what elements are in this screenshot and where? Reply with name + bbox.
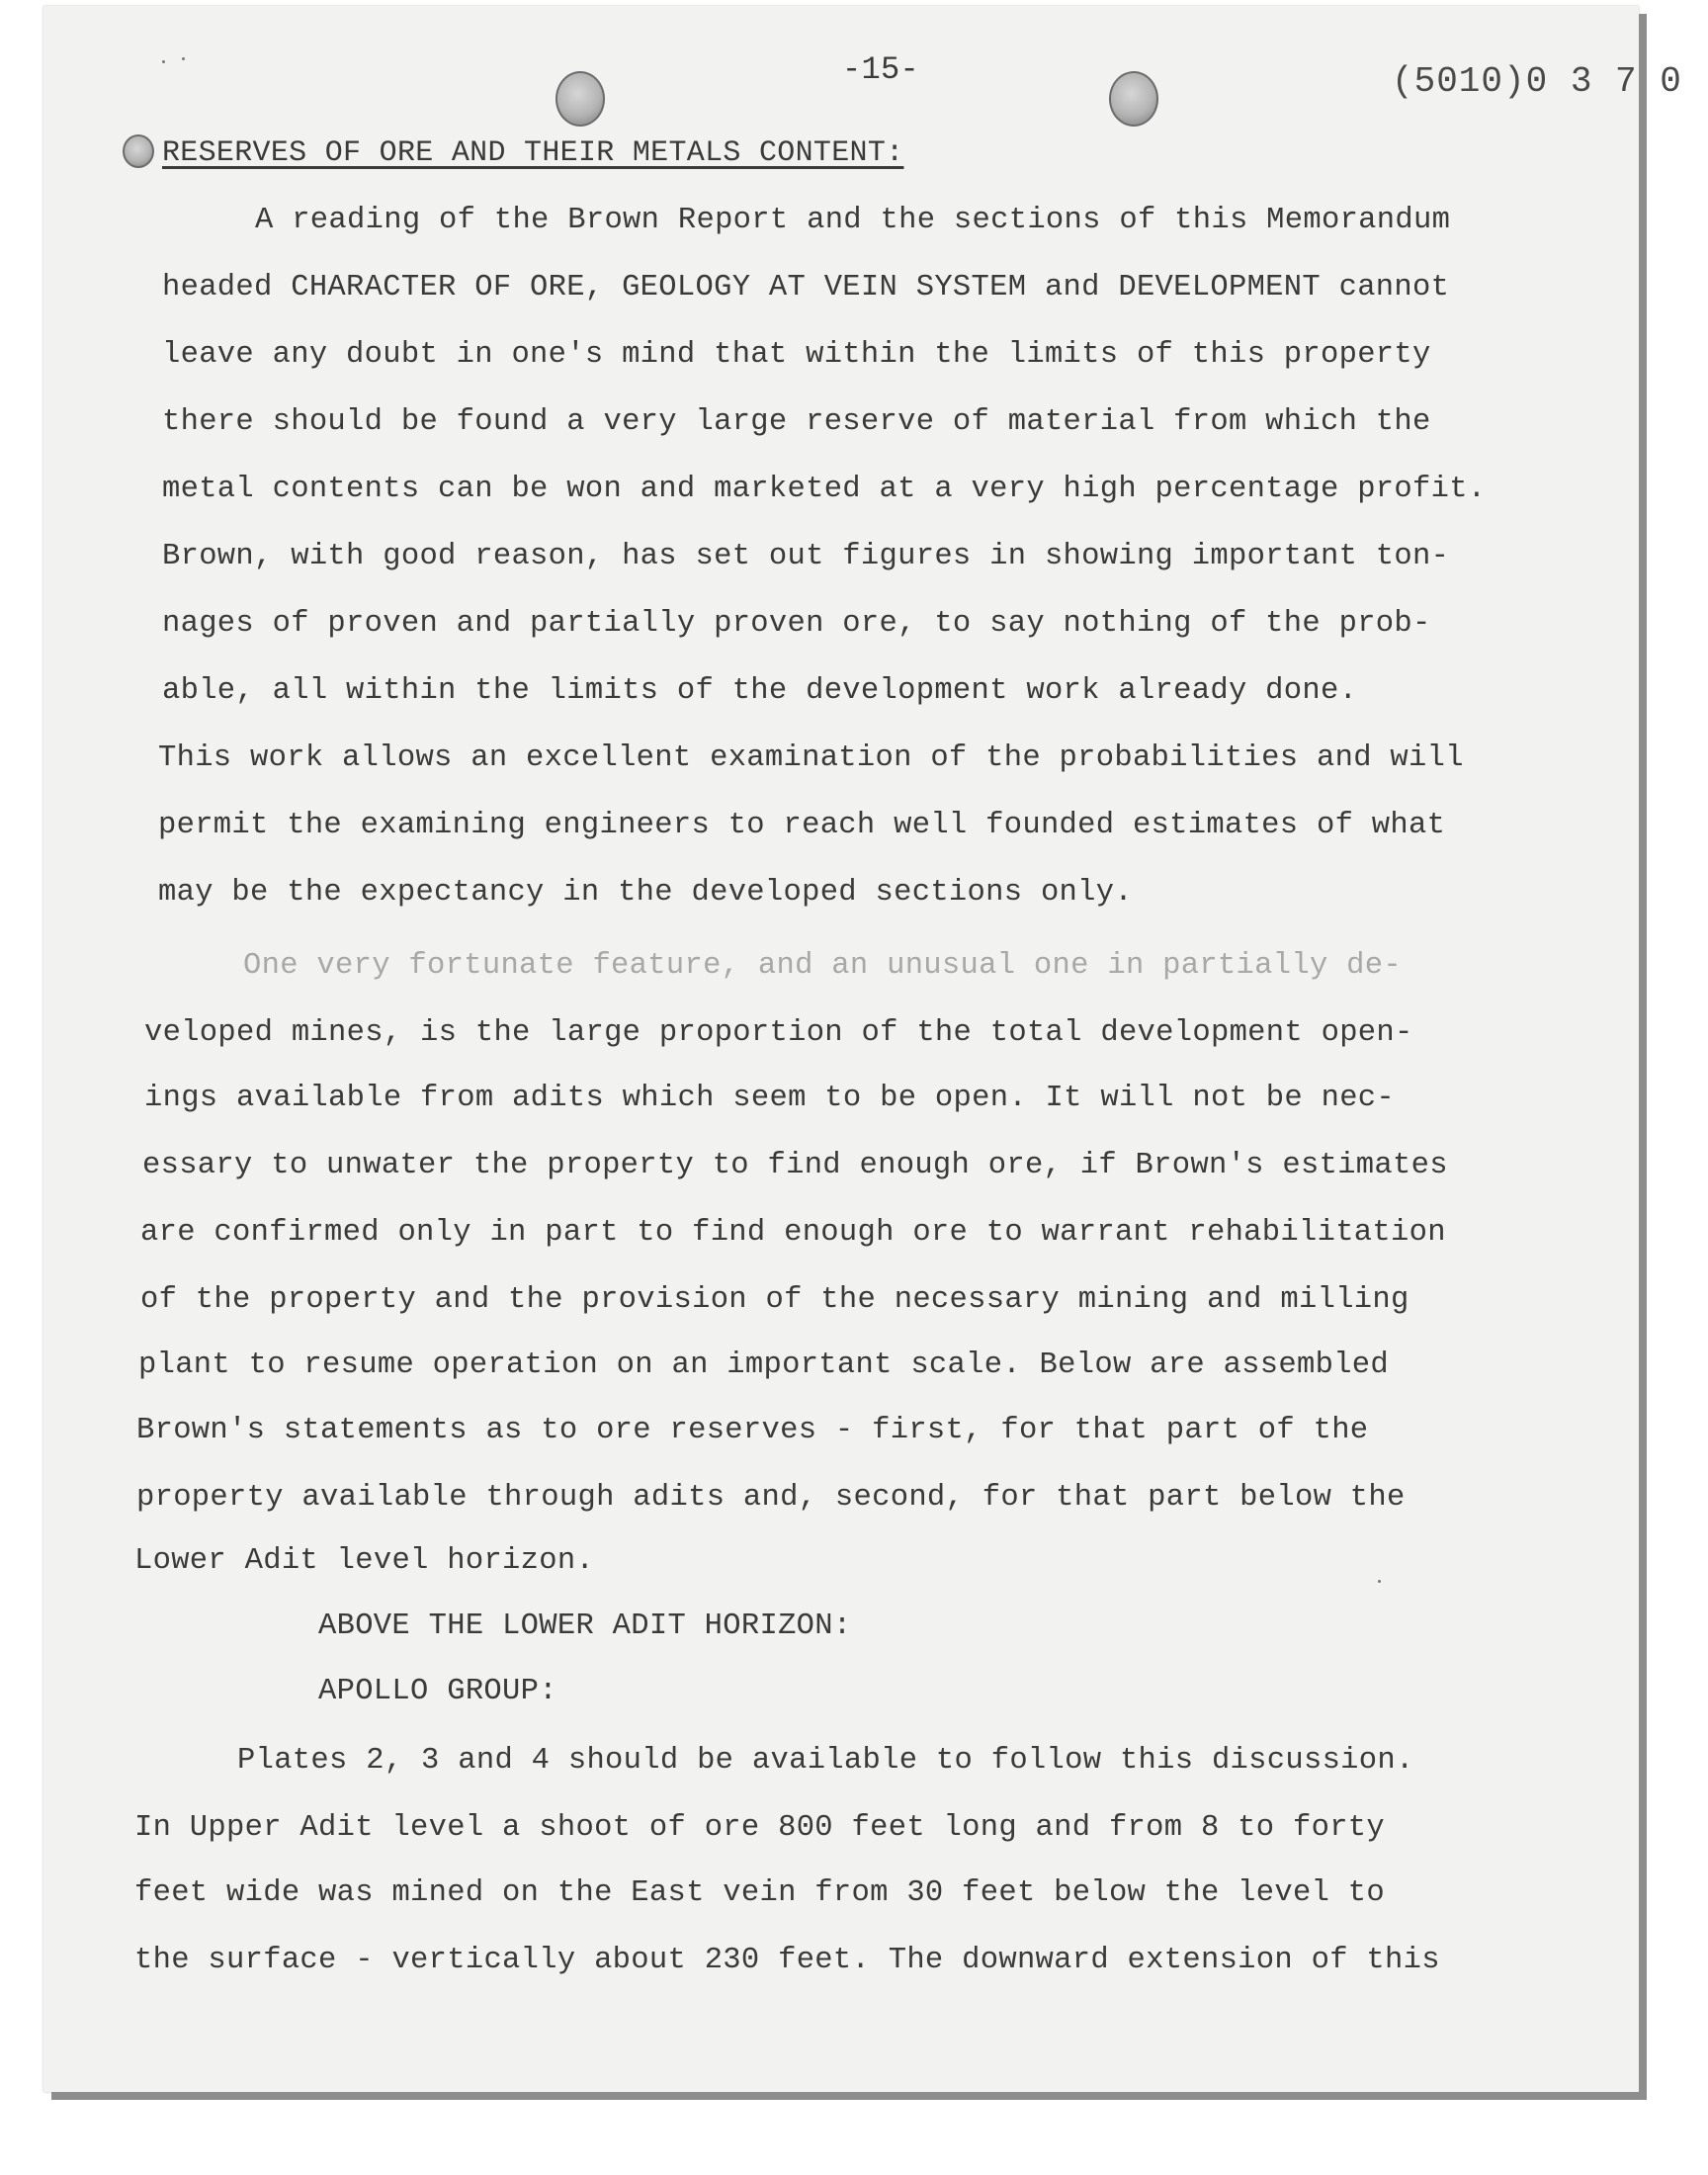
paragraph-1-line: Brown, with good reason, has set out figures in showing important ton- xyxy=(162,540,1450,573)
subheading-above-lower-adit: ABOVE THE LOWER ADIT HORIZON: xyxy=(318,1610,852,1643)
page-number: -15- xyxy=(842,51,920,88)
paragraph-1-line: there should be found a very large reserve of material from which the xyxy=(162,405,1431,439)
paragraph-1-line: metal contents can be won and marketed at a very high percentage profit. xyxy=(162,473,1487,506)
paragraph-3-line: feet wide was mined on the East vein from 30 feet below the level to xyxy=(134,1876,1386,1910)
paragraph-1-line: able, all within the limits of the development work already done. xyxy=(162,674,1358,708)
paragraph-2-line: plant to resume operation on an important scale. Below are assembled xyxy=(138,1348,1390,1382)
paragraph-1-line: may be the expectancy in the developed sections only. xyxy=(158,876,1133,910)
paragraph-1-line: leave any doubt in one's mind that within the limits of this property xyxy=(162,338,1431,372)
section-heading: RESERVES OF ORE AND THEIR METALS CONTENT: xyxy=(162,136,904,170)
paragraph-2-line: ings available from adits which seem to be open. It will not be nec- xyxy=(144,1082,1396,1115)
speck xyxy=(1378,1580,1381,1583)
speck xyxy=(182,57,185,60)
speck xyxy=(162,60,165,63)
punch-hole-left xyxy=(555,71,605,127)
paragraph-1-line: nages of proven and partially proven ore, to say nothing of the prob- xyxy=(162,607,1431,641)
paragraph-3-line: the surface - vertically about 230 feet. The downward extension of this xyxy=(134,1944,1440,1977)
paragraph-3-line: Plates 2, 3 and 4 should be available to follow this discussion. xyxy=(237,1744,1414,1778)
paragraph-2-line: One very fortunate feature, and an unusual one in partially de- xyxy=(243,949,1402,983)
paragraph-2-line: are confirmed only in part to find enough ore to warrant rehabilitation xyxy=(140,1216,1446,1250)
paragraph-2-line: Brown's statements as to ore reserves - first, for that part of the xyxy=(136,1414,1369,1447)
paragraph-2-line: veloped mines, is the large proportion of the total development open- xyxy=(144,1016,1413,1050)
paragraph-3-line: In Upper Adit level a shoot of ore 800 feet long and from 8 to forty xyxy=(134,1811,1386,1845)
paragraph-2-line: property available through adits and, second, for that part below the xyxy=(136,1481,1406,1515)
punch-hole-margin xyxy=(123,134,154,168)
paragraph-2-line: essary to unwater the property to find enough ore, if Brown's estimates xyxy=(142,1149,1448,1182)
paragraph-1-line: headed CHARACTER OF ORE, GEOLOGY AT VEIN SYSTEM and DEVELOPMENT cannot xyxy=(162,271,1450,304)
paragraph-2-line: of the property and the provision of the necessary mining and milling xyxy=(140,1283,1409,1317)
paragraph-1-line: permit the examining engineers to reach well founded estimates of what xyxy=(158,809,1446,842)
paragraph-1-line: A reading of the Brown Report and the sections of this Memorandum xyxy=(255,204,1451,237)
paragraph-1-line: This work allows an excellent examination of the probabilities and will xyxy=(158,741,1464,775)
document-id: (5010)0 3 7 0 xyxy=(1392,61,1682,102)
paragraph-2-line: Lower Adit level horizon. xyxy=(134,1544,595,1578)
punch-hole-right xyxy=(1109,71,1158,127)
subheading-apollo-group: APOLLO GROUP: xyxy=(318,1675,557,1708)
